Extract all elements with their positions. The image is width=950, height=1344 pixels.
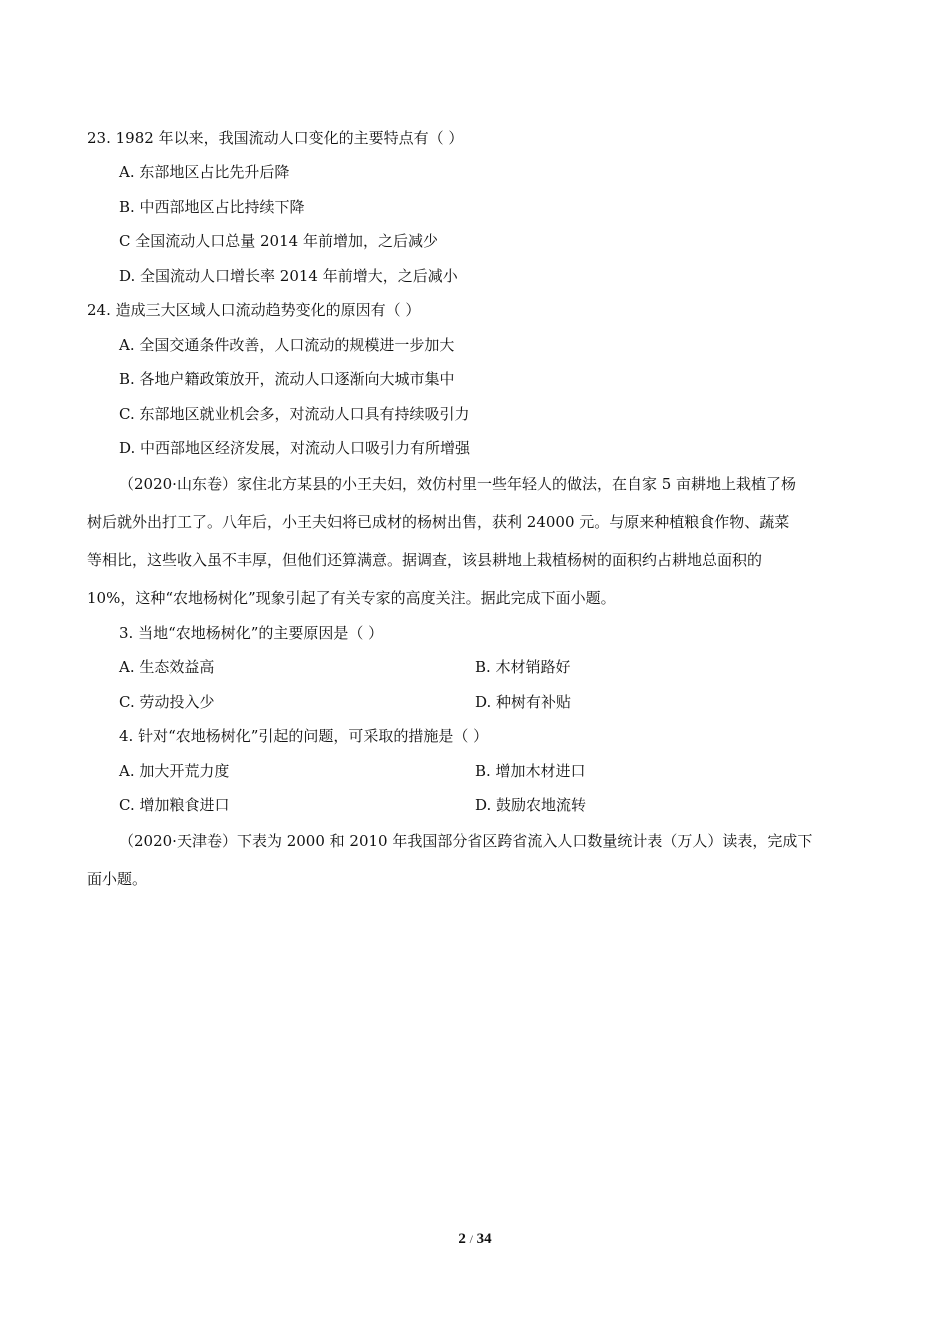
question-24-option-a: A. 全国交通条件改善，人口流动的规模进一步加大 [119, 336, 455, 354]
question-3-option-c: C. 劳动投入少 [119, 693, 215, 711]
current-page: 2 [458, 1231, 466, 1247]
page-separator: / [469, 1232, 473, 1246]
page-number [0, 1229, 950, 1249]
question-23-stem: 23. 1982 年以来，我国流动人口变化的主要特点有（ ） [87, 129, 464, 147]
question-23-option-b: B. 中西部地区占比持续下降 [119, 198, 305, 216]
passage-1-line-2: 树后就外出打工了。八年后，小王夫妇将已成材的杨树出售，获利 24000 元。与原来种植粮食作物、蔬菜 [87, 513, 790, 531]
passage-1-line-1: （2020·山东卷）家住北方某县的小王夫妇，效仿村里一些年轻人的做法，在自家 5 亩耕地上栽植了杨 [119, 475, 797, 493]
question-24-option-b: B. 各地户籍政策放开，流动人口逐渐向大城市集中 [119, 370, 455, 388]
question-4-option-b: B. 增加木材进口 [475, 762, 586, 780]
question-3-stem: 3. 当地“农地杨树化”的主要原因是（ ） [119, 624, 384, 642]
question-3-option-d: D. 种树有补贴 [475, 693, 572, 711]
question-3-option-b: B. 木材销路好 [475, 658, 571, 676]
passage-2-line-2: 面小题。 [87, 870, 148, 888]
question-23-option-c: C 全国流动人口总量 2014 年前增加，之后减少 [119, 232, 438, 250]
question-23-option-d: D. 全国流动人口增长率 2014 年前增大，之后减小 [119, 267, 458, 285]
question-4-stem: 4. 针对“农地杨树化”引起的问题，可采取的措施是（ ） [119, 727, 489, 745]
question-3-option-a: A. 生态效益高 [119, 658, 215, 676]
passage-2-line-1: （2020·天津卷）下表为 2000 和 2010 年我国部分省区跨省流入人口数量统计表（万人）读表，完成下 [119, 832, 813, 850]
question-4-option-d: D. 鼓励农地流转 [475, 796, 587, 814]
question-23-option-a: A. 东部地区占比先升后降 [119, 163, 290, 181]
total-pages: 34 [476, 1231, 492, 1247]
passage-1-line-3: 等相比，这些收入虽不丰厚，但他们还算满意。据调查，该县耕地上栽植杨树的面积约占耕地总面积的 [87, 551, 763, 569]
question-4-option-c: C. 增加粮食进口 [119, 796, 230, 814]
question-24-option-d: D. 中西部地区经济发展，对流动人口吸引力有所增强 [119, 439, 471, 457]
question-24-stem: 24. 造成三大区域人口流动趋势变化的原因有（ ） [87, 301, 421, 319]
passage-1-line-4: 10%，这种“农地杨树化”现象引起了有关专家的高度关注。据此完成下面小题。 [87, 589, 616, 607]
question-4-option-a: A. 加大开荒力度 [119, 762, 230, 780]
question-24-option-c: C. 东部地区就业机会多，对流动人口具有持续吸引力 [119, 405, 470, 423]
